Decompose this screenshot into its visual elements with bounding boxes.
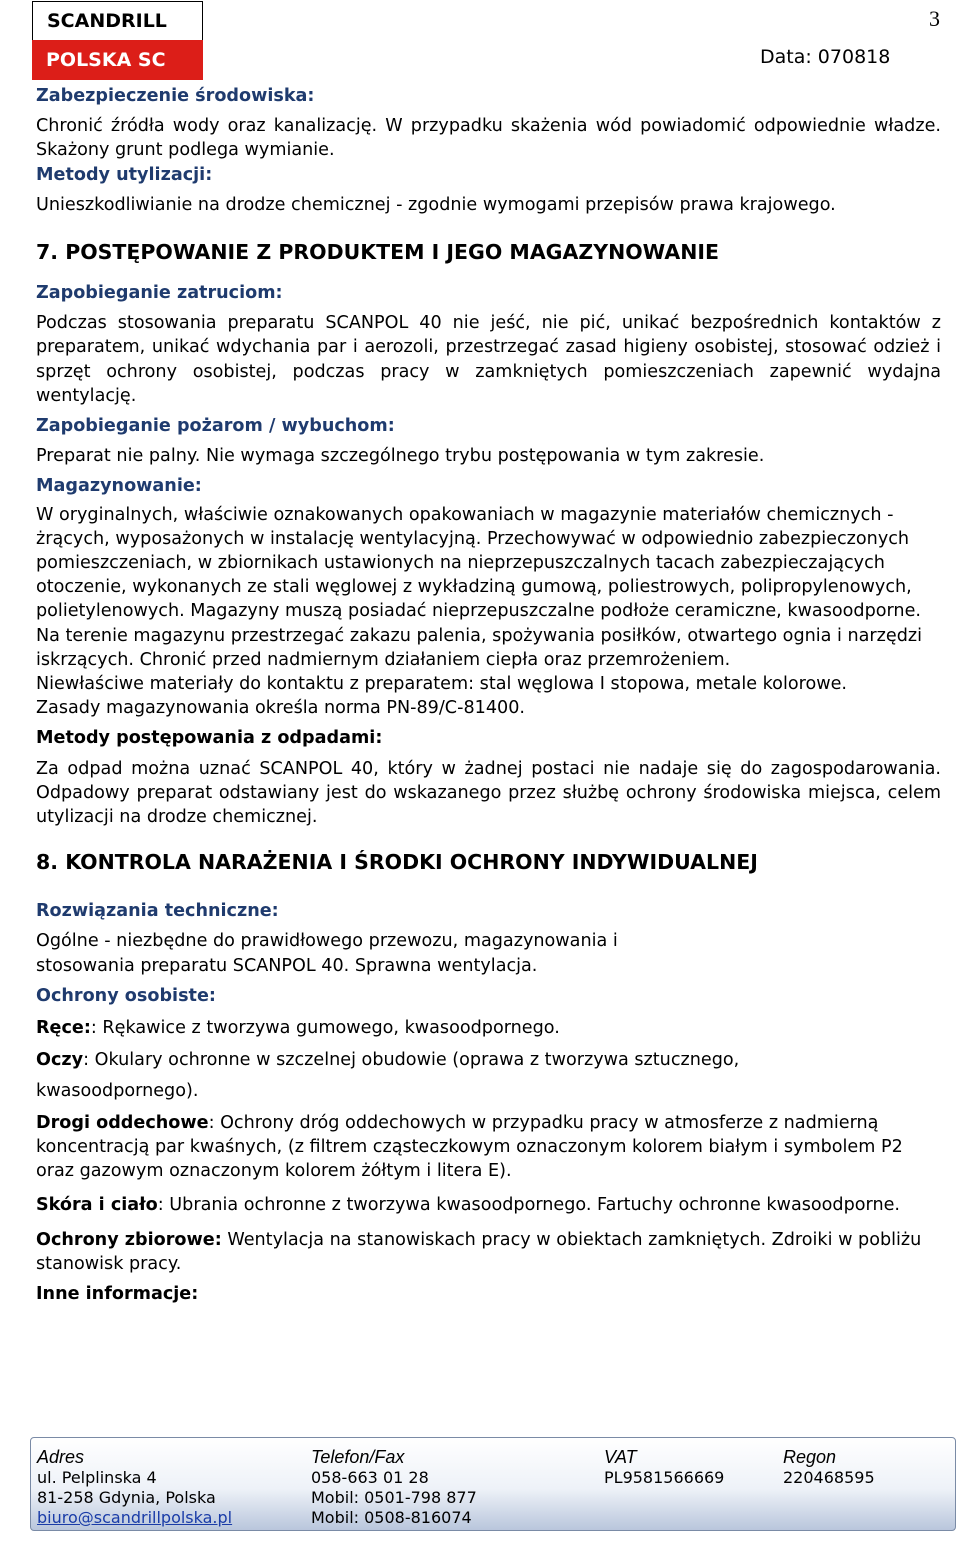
poison-heading: Zapobieganie zatruciom: bbox=[36, 283, 283, 304]
storage-text: W oryginalnych, właściwie oznakowanych opakowaniach w magazynie materiałów chemicznych - żrących, wyposażonych w instalację wentylacyjną. Przechowywać w odpowiednio zabezpieczonych pomieszczeniach, w zbiornikach ustawionych na nieprzepuszczalnych tacach zabezpieczających otoczenie, wykonanych ze stali węglowej z wykładziną gumową, poliestrowych, polipropylenowych, polietylenowych. Magazyny muszą posiadać nieprzepuszczalne podłoże ceramiczne, kwasoodporne. Na terenie magazynu przestrzegać zakazu palenia, spożywania posiłków, otwartego ognia i narzędzi iskrzących. Chronić przed nadmiernym działaniem ciepła oraz przemrożeniem. bbox=[36, 504, 923, 670]
respiratory-paragraph bbox=[36, 1111, 941, 1184]
fire-heading: Zapobieganie pożarom / wybuchom: bbox=[36, 416, 395, 437]
footer-address-heading: Adres bbox=[37, 1447, 85, 1467]
other-info-heading: Inne informacje: bbox=[36, 1283, 199, 1304]
document-date: Data: 070818 bbox=[760, 46, 891, 68]
tech-heading: Rozwiązania techniczne: bbox=[36, 901, 279, 922]
skin-label: Skóra i ciało bbox=[36, 1195, 158, 1216]
eyes-text: : Okulary ochronne w szczelnej obudowie (oprawa z tworzywa sztucznego, bbox=[83, 1050, 740, 1071]
skin-text: : Ubrania ochronne z tworzywa kwasoodpornego. Fartuchy ochronne kwasoodporne. bbox=[157, 1195, 901, 1216]
eyes-paragraph bbox=[36, 1048, 941, 1072]
disposal-heading: Metody utylizacji: bbox=[36, 164, 213, 185]
hands-paragraph bbox=[36, 1016, 941, 1040]
storage-text-3: Zasady magazynowania określa norma PN-89/C-81400. bbox=[36, 698, 525, 719]
fire-text: Preparat nie palny. Nie wymaga szczególnego trybu postępowania w tym zakresie. bbox=[36, 446, 765, 467]
collective-text: Wentylacja na stanowiskach pracy w obiektach zamkniętych. Zdroiki w pobliżu stanowisk pracy. bbox=[36, 1229, 922, 1274]
footer-phone-heading: Telefon/Fax bbox=[311, 1447, 405, 1467]
respiratory-text: : Ochrony dróg oddechowych w przypadku pracy w atmosferze z nadmierną koncentracją par kwaśnych, (z filtrem cząsteczkowym oznaczonym kolorem białym i symbolem P2 oraz gazowym oznaczonym kolorem żółtym i litera E). bbox=[36, 1112, 903, 1182]
footer-phone-2: Mobil: 0501-798 877 bbox=[311, 1488, 477, 1507]
footer-vat-value: PL9581566669 bbox=[604, 1468, 725, 1487]
footer-regon-column bbox=[783, 1446, 875, 1488]
logo-top-text: SCANDRILL bbox=[32, 1, 203, 40]
footer-email-link[interactable]: biuro@scandrillpolska.pl bbox=[37, 1508, 233, 1527]
section-8-title: 8. KONTROLA NARAŻENIA I ŚRODKI OCHRONY INDYWIDUALNEJ bbox=[36, 850, 758, 875]
storage-heading: Magazynowanie: bbox=[36, 476, 202, 497]
env-heading: Zabezpieczenie środowiska: bbox=[36, 86, 315, 106]
document-body bbox=[36, 84, 941, 1306]
footer-address-column bbox=[37, 1446, 232, 1528]
page-number: 3 bbox=[929, 6, 940, 31]
logo-bottom-text: POLSKA SC bbox=[32, 40, 203, 80]
footer-address-line-1: ul. Pelplinska 4 bbox=[37, 1468, 157, 1487]
footer-address-line-2: 81-258 Gdynia, Polska bbox=[37, 1488, 216, 1507]
poison-text: Podczas stosowania preparatu SCANPOL 40 nie jeść, nie pić, unikać bezpośrednich kontaktów z preparatem, unikać wdychania par i aerozoli, przestrzegać zasad higieny osobistej, stosować odzież i sprzęt ochrony osobistej, podczas pracy w zamkniętych pomieszczeniach zapewnić wydajna wentylację. bbox=[36, 313, 941, 406]
respiratory-label: Drogi oddechowe bbox=[36, 1112, 209, 1133]
section-7-title: 7. POSTĘPOWANIE Z PRODUKTEM I JEGO MAGAZYNOWANIE bbox=[36, 240, 720, 265]
eyes-text-line-2: kwasoodpornego). bbox=[36, 1080, 199, 1101]
footer-phone-column bbox=[311, 1446, 477, 1528]
footer-contact-box bbox=[30, 1437, 956, 1531]
storage-text-2: Niewłaściwe materiały do kontaktu z preparatem: stal węglowa I stopowa, metale kolorowe. bbox=[36, 674, 848, 695]
tech-text-line-2: stosowania preparatu SCANPOL 40. Sprawna wentylacja. bbox=[36, 955, 538, 976]
company-logo bbox=[32, 1, 203, 80]
skin-paragraph bbox=[36, 1193, 941, 1217]
collective-paragraph bbox=[36, 1228, 941, 1276]
disposal-text: Unieszkodliwianie na drodze chemicznej - zgodnie wymogami przepisów prawa krajowego. bbox=[36, 194, 836, 215]
collective-label: Ochrony zbiorowe: bbox=[36, 1229, 222, 1250]
waste-text: Za odpad można uznać SCANPOL 40, który w żadnej postaci nie nadaje się do zagospodarowania. Odpadowy preparat odstawiany jest do wskazanego przez służbę ochrony środowiska miejsca, celem utylizacji na drodze chemicznej. bbox=[36, 758, 941, 828]
tech-text-line-1: Ogólne - niezbędne do prawidłowego przewozu, magazynowania i bbox=[36, 931, 618, 952]
env-text: Chronić źródła wody oraz kanalizację. W przypadku skażenia wód powiadomić odpowiednie władze. Skażony grunt podlega wymianie. bbox=[36, 116, 941, 161]
footer-vat-heading: VAT bbox=[604, 1447, 637, 1467]
footer-regon-value: 220468595 bbox=[783, 1468, 875, 1487]
footer-phone-1: 058-663 01 28 bbox=[311, 1468, 429, 1487]
personal-heading: Ochrony osobiste: bbox=[36, 985, 216, 1006]
hands-label: Ręce: bbox=[36, 1018, 91, 1039]
footer-regon-heading: Regon bbox=[783, 1447, 837, 1467]
footer-vat-column bbox=[604, 1446, 724, 1488]
hands-text: : Rękawice z tworzywa gumowego, kwasoodpornego. bbox=[90, 1018, 560, 1039]
eyes-label: Oczy bbox=[36, 1050, 84, 1071]
footer-phone-3: Mobil: 0508-816074 bbox=[311, 1508, 472, 1527]
waste-heading: Metody postępowania z odpadami: bbox=[36, 728, 383, 749]
